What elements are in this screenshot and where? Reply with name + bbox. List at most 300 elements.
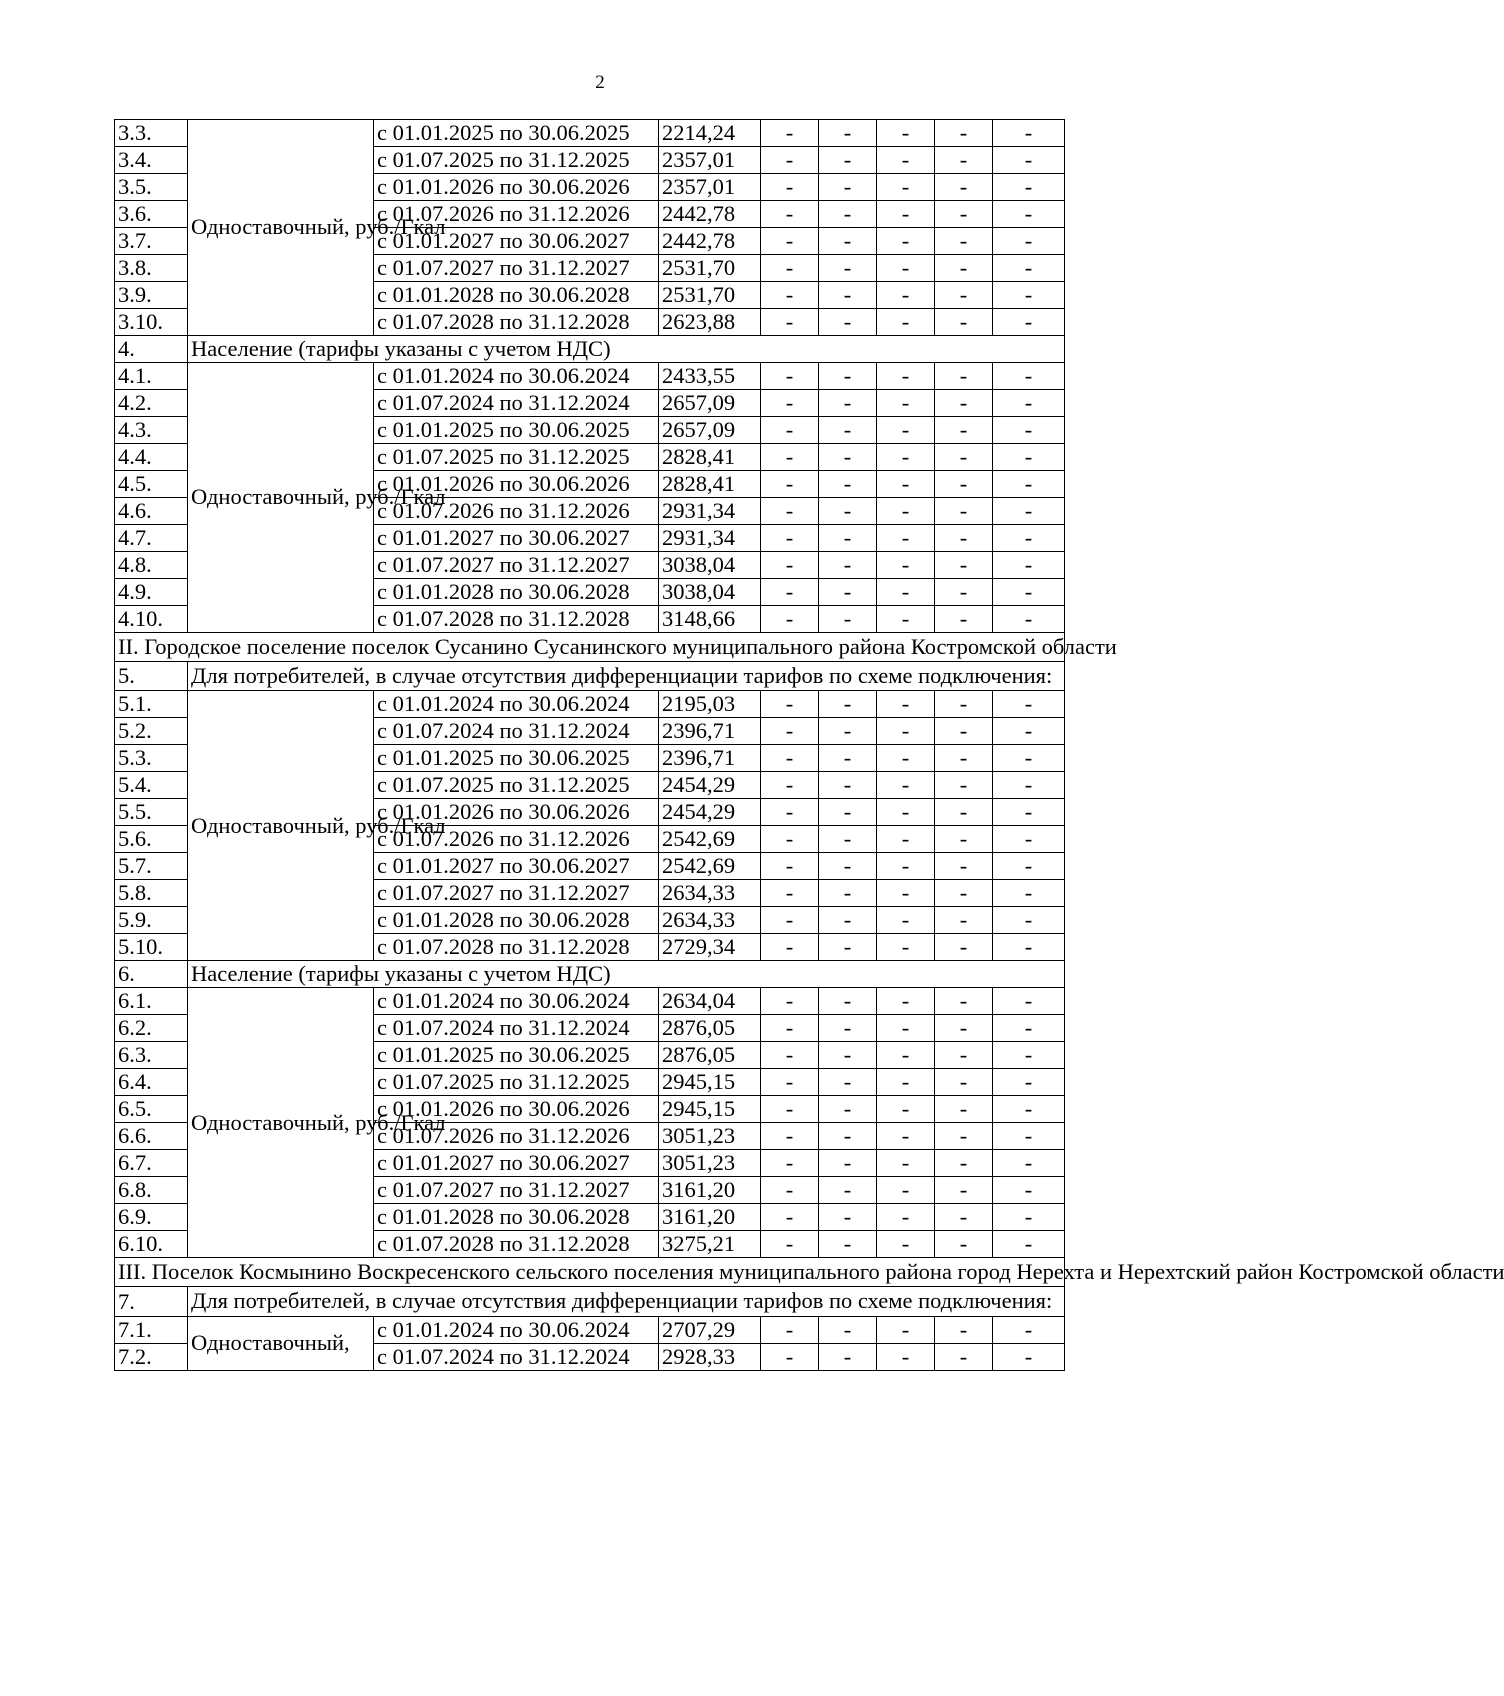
empty-value-dash: - (761, 579, 819, 606)
empty-value-dash: - (761, 880, 819, 907)
row-number: 3.7. (115, 228, 188, 255)
tariff-value: 3051,23 (659, 1150, 761, 1177)
period-cell: с 01.07.2028 по 31.12.2028 (374, 606, 659, 633)
period-cell: с 01.01.2024 по 30.06.2024 (374, 1316, 659, 1343)
empty-value-dash: - (819, 934, 877, 961)
row-number: 6.6. (115, 1123, 188, 1150)
empty-value-dash: - (761, 691, 819, 718)
empty-value-dash: - (935, 988, 993, 1015)
empty-value-dash: - (877, 1096, 935, 1123)
empty-value-dash: - (993, 228, 1065, 255)
row-number: 3.9. (115, 282, 188, 309)
empty-value-dash: - (761, 1123, 819, 1150)
empty-value-dash: - (877, 691, 935, 718)
tariff-value: 2928,33 (659, 1343, 761, 1370)
row-number: 3.4. (115, 147, 188, 174)
empty-value-dash: - (761, 174, 819, 201)
group-row (115, 336, 1065, 363)
empty-value-dash: - (761, 1316, 819, 1343)
empty-value-dash: - (877, 1069, 935, 1096)
row-number: 5.10. (115, 934, 188, 961)
empty-value-dash: - (935, 772, 993, 799)
empty-value-dash: - (761, 745, 819, 772)
empty-value-dash: - (935, 691, 993, 718)
empty-value-dash: - (993, 934, 1065, 961)
empty-value-dash: - (761, 228, 819, 255)
tariff-value: 2357,01 (659, 147, 761, 174)
empty-value-dash: - (935, 390, 993, 417)
empty-value-dash: - (993, 1123, 1065, 1150)
empty-value-dash: - (877, 718, 935, 745)
empty-value-dash: - (819, 228, 877, 255)
period-cell: с 01.07.2026 по 31.12.2026 (374, 826, 659, 853)
row-number: 6.10. (115, 1231, 188, 1258)
tariff-value: 2828,41 (659, 444, 761, 471)
empty-value-dash: - (877, 745, 935, 772)
empty-value-dash: - (935, 282, 993, 309)
empty-value-dash: - (877, 444, 935, 471)
period-cell: с 01.07.2027 по 31.12.2027 (374, 1177, 659, 1204)
empty-value-dash: - (993, 579, 1065, 606)
row-number: 4.8. (115, 552, 188, 579)
empty-value-dash: - (819, 309, 877, 336)
empty-value-dash: - (935, 552, 993, 579)
period-cell: с 01.01.2028 по 30.06.2028 (374, 579, 659, 606)
empty-value-dash: - (819, 1069, 877, 1096)
tariff-unit: Одноставочный, (188, 1316, 374, 1370)
empty-value-dash: - (993, 745, 1065, 772)
empty-value-dash: - (819, 907, 877, 934)
row-number: 6.2. (115, 1015, 188, 1042)
empty-value-dash: - (761, 1042, 819, 1069)
empty-value-dash: - (993, 1316, 1065, 1343)
period-cell: с 01.07.2025 по 31.12.2025 (374, 147, 659, 174)
empty-value-dash: - (761, 282, 819, 309)
period-cell: с 01.01.2024 по 30.06.2024 (374, 691, 659, 718)
empty-value-dash: - (761, 201, 819, 228)
empty-value-dash: - (819, 147, 877, 174)
empty-value-dash: - (761, 147, 819, 174)
empty-value-dash: - (877, 853, 935, 880)
tariff-value: 2657,09 (659, 390, 761, 417)
empty-value-dash: - (761, 363, 819, 390)
empty-value-dash: - (935, 853, 993, 880)
empty-value-dash: - (819, 120, 877, 147)
empty-value-dash: - (877, 282, 935, 309)
empty-value-dash: - (993, 1177, 1065, 1204)
empty-value-dash: - (935, 1096, 993, 1123)
empty-value-dash: - (819, 1204, 877, 1231)
section-row (115, 633, 1065, 662)
group-title: Для потребителей, в случае отсутствия дифференциации тарифов по схеме подключения: (188, 1287, 1065, 1316)
row-number: 3.5. (115, 174, 188, 201)
group-title: Для потребителей, в случае отсутствия дифференциации тарифов по схеме подключения: (188, 662, 1065, 691)
empty-value-dash: - (819, 1096, 877, 1123)
period-cell: с 01.07.2025 по 31.12.2025 (374, 772, 659, 799)
period-cell: с 01.01.2024 по 30.06.2024 (374, 363, 659, 390)
tariff-value: 2396,71 (659, 745, 761, 772)
tariff-value: 2876,05 (659, 1042, 761, 1069)
row-number: 4.4. (115, 444, 188, 471)
empty-value-dash: - (993, 147, 1065, 174)
empty-value-dash: - (993, 1204, 1065, 1231)
empty-value-dash: - (819, 880, 877, 907)
empty-value-dash: - (993, 444, 1065, 471)
table-row (115, 988, 1065, 1015)
empty-value-dash: - (877, 988, 935, 1015)
empty-value-dash: - (819, 363, 877, 390)
empty-value-dash: - (993, 498, 1065, 525)
tariff-value: 3275,21 (659, 1231, 761, 1258)
tariff-value: 2195,03 (659, 691, 761, 718)
row-number: 5.3. (115, 745, 188, 772)
empty-value-dash: - (935, 579, 993, 606)
empty-value-dash: - (935, 255, 993, 282)
tariff-value: 2357,01 (659, 174, 761, 201)
empty-value-dash: - (761, 934, 819, 961)
empty-value-dash: - (935, 907, 993, 934)
row-number: 5.1. (115, 691, 188, 718)
empty-value-dash: - (761, 1150, 819, 1177)
period-cell: с 01.01.2028 по 30.06.2028 (374, 1204, 659, 1231)
row-number: 5.9. (115, 907, 188, 934)
empty-value-dash: - (819, 1343, 877, 1370)
row-number: 3.3. (115, 120, 188, 147)
period-cell: с 01.07.2025 по 31.12.2025 (374, 1069, 659, 1096)
empty-value-dash: - (819, 691, 877, 718)
row-number: 4.5. (115, 471, 188, 498)
period-cell: с 01.07.2024 по 31.12.2024 (374, 718, 659, 745)
row-number: 6.7. (115, 1150, 188, 1177)
period-cell: с 01.07.2027 по 31.12.2027 (374, 552, 659, 579)
empty-value-dash: - (993, 417, 1065, 444)
empty-value-dash: - (761, 799, 819, 826)
empty-value-dash: - (761, 120, 819, 147)
empty-value-dash: - (993, 606, 1065, 633)
empty-value-dash: - (819, 1316, 877, 1343)
empty-value-dash: - (993, 880, 1065, 907)
tariff-value: 2634,33 (659, 880, 761, 907)
section-row (115, 1258, 1065, 1287)
period-cell: с 01.07.2024 по 31.12.2024 (374, 1343, 659, 1370)
empty-value-dash: - (935, 444, 993, 471)
tariff-unit: Одноставочный, руб./Гкал (188, 691, 374, 961)
period-cell: с 01.07.2027 по 31.12.2027 (374, 255, 659, 282)
group-number: 4. (115, 336, 188, 363)
empty-value-dash: - (761, 1096, 819, 1123)
empty-value-dash: - (935, 174, 993, 201)
row-number: 4.1. (115, 363, 188, 390)
empty-value-dash: - (935, 417, 993, 444)
empty-value-dash: - (819, 799, 877, 826)
empty-value-dash: - (877, 1042, 935, 1069)
period-cell: с 01.01.2026 по 30.06.2026 (374, 1096, 659, 1123)
empty-value-dash: - (935, 1015, 993, 1042)
period-cell: с 01.07.2028 по 31.12.2028 (374, 1231, 659, 1258)
empty-value-dash: - (877, 498, 935, 525)
empty-value-dash: - (761, 390, 819, 417)
empty-value-dash: - (819, 579, 877, 606)
empty-value-dash: - (935, 1069, 993, 1096)
empty-value-dash: - (935, 1204, 993, 1231)
tariff-value: 2396,71 (659, 718, 761, 745)
tariff-value: 2729,34 (659, 934, 761, 961)
empty-value-dash: - (819, 525, 877, 552)
row-number: 4.2. (115, 390, 188, 417)
empty-value-dash: - (761, 772, 819, 799)
empty-value-dash: - (761, 907, 819, 934)
empty-value-dash: - (819, 1015, 877, 1042)
period-cell: с 01.01.2025 по 30.06.2025 (374, 120, 659, 147)
empty-value-dash: - (819, 1123, 877, 1150)
row-number: 6.8. (115, 1177, 188, 1204)
empty-value-dash: - (877, 120, 935, 147)
tariff-table (114, 119, 1504, 1371)
tariff-value: 2876,05 (659, 1015, 761, 1042)
tariff-value: 2828,41 (659, 471, 761, 498)
empty-value-dash: - (935, 498, 993, 525)
row-number: 7.2. (115, 1343, 188, 1370)
empty-value-dash: - (935, 228, 993, 255)
row-number: 6.3. (115, 1042, 188, 1069)
row-number: 3.8. (115, 255, 188, 282)
empty-value-dash: - (935, 1231, 993, 1258)
group-title: Население (тарифы указаны с учетом НДС) (188, 961, 1065, 988)
empty-value-dash: - (819, 745, 877, 772)
empty-value-dash: - (819, 1177, 877, 1204)
tariff-unit: Одноставочный, руб./Гкал (188, 988, 374, 1258)
empty-value-dash: - (877, 471, 935, 498)
period-cell: с 01.07.2027 по 31.12.2027 (374, 880, 659, 907)
empty-value-dash: - (819, 988, 877, 1015)
empty-value-dash: - (761, 853, 819, 880)
empty-value-dash: - (819, 772, 877, 799)
empty-value-dash: - (761, 471, 819, 498)
tariff-value: 2945,15 (659, 1096, 761, 1123)
period-cell: с 01.01.2028 по 30.06.2028 (374, 907, 659, 934)
empty-value-dash: - (935, 120, 993, 147)
table-row (115, 691, 1065, 718)
empty-value-dash: - (877, 606, 935, 633)
group-row (115, 1287, 1065, 1316)
period-cell: с 01.07.2026 по 31.12.2026 (374, 498, 659, 525)
row-number: 5.5. (115, 799, 188, 826)
row-number: 4.7. (115, 525, 188, 552)
empty-value-dash: - (819, 417, 877, 444)
empty-value-dash: - (993, 390, 1065, 417)
tariff-unit: Одноставочный, руб./Гкал (188, 363, 374, 633)
empty-value-dash: - (761, 444, 819, 471)
tariff-value: 2707,29 (659, 1316, 761, 1343)
empty-value-dash: - (761, 525, 819, 552)
period-cell: с 01.01.2024 по 30.06.2024 (374, 988, 659, 1015)
empty-value-dash: - (761, 417, 819, 444)
empty-value-dash: - (935, 880, 993, 907)
empty-value-dash: - (761, 1204, 819, 1231)
empty-value-dash: - (819, 826, 877, 853)
period-cell: с 01.01.2025 по 30.06.2025 (374, 417, 659, 444)
section-title: III. Поселок Космынино Воскресенского сельского поселения муниципального района город Нерехта и Нерехтский район Костромской области (115, 1258, 1065, 1287)
empty-value-dash: - (993, 1343, 1065, 1370)
empty-value-dash: - (935, 525, 993, 552)
empty-value-dash: - (877, 417, 935, 444)
row-number: 4.10. (115, 606, 188, 633)
tariff-value: 2623,88 (659, 309, 761, 336)
empty-value-dash: - (877, 1343, 935, 1370)
empty-value-dash: - (993, 255, 1065, 282)
empty-value-dash: - (877, 174, 935, 201)
empty-value-dash: - (935, 718, 993, 745)
row-number: 3.6. (115, 201, 188, 228)
tariff-value: 2442,78 (659, 228, 761, 255)
empty-value-dash: - (993, 1069, 1065, 1096)
row-number: 4.6. (115, 498, 188, 525)
group-row (115, 662, 1065, 691)
period-cell: с 01.07.2026 по 31.12.2026 (374, 1123, 659, 1150)
row-number: 5.8. (115, 880, 188, 907)
empty-value-dash: - (761, 309, 819, 336)
tariff-value: 2542,69 (659, 853, 761, 880)
tariff-value: 2454,29 (659, 799, 761, 826)
empty-value-dash: - (819, 390, 877, 417)
empty-value-dash: - (877, 147, 935, 174)
empty-value-dash: - (993, 1096, 1065, 1123)
empty-value-dash: - (761, 255, 819, 282)
empty-value-dash: - (935, 1316, 993, 1343)
period-cell: с 01.01.2027 по 30.06.2027 (374, 1150, 659, 1177)
tariff-value: 2931,34 (659, 498, 761, 525)
period-cell: с 01.01.2027 по 30.06.2027 (374, 853, 659, 880)
empty-value-dash: - (993, 120, 1065, 147)
empty-value-dash: - (819, 1150, 877, 1177)
tariff-value: 2531,70 (659, 255, 761, 282)
empty-value-dash: - (877, 1316, 935, 1343)
empty-value-dash: - (877, 228, 935, 255)
empty-value-dash: - (877, 826, 935, 853)
empty-value-dash: - (761, 552, 819, 579)
empty-value-dash: - (935, 471, 993, 498)
empty-value-dash: - (993, 988, 1065, 1015)
empty-value-dash: - (993, 471, 1065, 498)
row-number: 6.5. (115, 1096, 188, 1123)
period-cell: с 01.01.2025 по 30.06.2025 (374, 745, 659, 772)
empty-value-dash: - (877, 552, 935, 579)
empty-value-dash: - (935, 1177, 993, 1204)
empty-value-dash: - (993, 772, 1065, 799)
empty-value-dash: - (877, 772, 935, 799)
empty-value-dash: - (993, 691, 1065, 718)
empty-value-dash: - (819, 606, 877, 633)
period-cell: с 01.07.2028 по 31.12.2028 (374, 309, 659, 336)
empty-value-dash: - (935, 745, 993, 772)
tariff-value: 3038,04 (659, 552, 761, 579)
row-number: 5.6. (115, 826, 188, 853)
group-number: 7. (115, 1287, 188, 1316)
empty-value-dash: - (935, 1123, 993, 1150)
empty-value-dash: - (877, 1204, 935, 1231)
empty-value-dash: - (993, 1015, 1065, 1042)
row-number: 4.9. (115, 579, 188, 606)
empty-value-dash: - (993, 282, 1065, 309)
empty-value-dash: - (819, 471, 877, 498)
empty-value-dash: - (819, 444, 877, 471)
empty-value-dash: - (877, 579, 935, 606)
tariff-value: 2542,69 (659, 826, 761, 853)
tariff-value: 2442,78 (659, 201, 761, 228)
empty-value-dash: - (935, 934, 993, 961)
empty-value-dash: - (761, 1177, 819, 1204)
empty-value-dash: - (819, 255, 877, 282)
empty-value-dash: - (993, 907, 1065, 934)
empty-value-dash: - (877, 1231, 935, 1258)
empty-value-dash: - (935, 1343, 993, 1370)
tariff-value: 3051,23 (659, 1123, 761, 1150)
empty-value-dash: - (993, 363, 1065, 390)
empty-value-dash: - (819, 201, 877, 228)
empty-value-dash: - (761, 1015, 819, 1042)
empty-value-dash: - (877, 799, 935, 826)
row-number: 6.1. (115, 988, 188, 1015)
period-cell: с 01.07.2025 по 31.12.2025 (374, 444, 659, 471)
empty-value-dash: - (993, 826, 1065, 853)
row-number: 3.10. (115, 309, 188, 336)
empty-value-dash: - (877, 255, 935, 282)
table-row (115, 363, 1065, 390)
empty-value-dash: - (819, 1231, 877, 1258)
period-cell: с 01.07.2026 по 31.12.2026 (374, 201, 659, 228)
empty-value-dash: - (819, 552, 877, 579)
tariff-value: 3148,66 (659, 606, 761, 633)
empty-value-dash: - (761, 498, 819, 525)
period-cell: с 01.07.2024 по 31.12.2024 (374, 1015, 659, 1042)
row-number: 5.7. (115, 853, 188, 880)
tariff-value: 3038,04 (659, 579, 761, 606)
empty-value-dash: - (877, 1150, 935, 1177)
group-number: 6. (115, 961, 188, 988)
empty-value-dash: - (935, 309, 993, 336)
table-row (115, 120, 1065, 147)
empty-value-dash: - (761, 988, 819, 1015)
empty-value-dash: - (761, 718, 819, 745)
period-cell: с 01.01.2026 по 30.06.2026 (374, 174, 659, 201)
empty-value-dash: - (935, 606, 993, 633)
row-number: 6.9. (115, 1204, 188, 1231)
empty-value-dash: - (761, 1231, 819, 1258)
period-cell: с 01.01.2026 по 30.06.2026 (374, 799, 659, 826)
empty-value-dash: - (993, 853, 1065, 880)
tariff-value: 2454,29 (659, 772, 761, 799)
empty-value-dash: - (819, 1042, 877, 1069)
empty-value-dash: - (877, 201, 935, 228)
empty-value-dash: - (993, 799, 1065, 826)
empty-value-dash: - (877, 525, 935, 552)
empty-value-dash: - (819, 718, 877, 745)
empty-value-dash: - (935, 147, 993, 174)
tariff-value: 3161,20 (659, 1204, 761, 1231)
page-number: 2 (595, 72, 605, 93)
period-cell: с 01.01.2027 по 30.06.2027 (374, 228, 659, 255)
row-number: 5.4. (115, 772, 188, 799)
empty-value-dash: - (993, 174, 1065, 201)
table-row (115, 1316, 1065, 1343)
row-number: 5.2. (115, 718, 188, 745)
section-title: II. Городское поселение поселок Сусанино Сусанинского муниципального района Костромской области (115, 633, 1065, 662)
empty-value-dash: - (935, 799, 993, 826)
tariff-value: 2433,55 (659, 363, 761, 390)
empty-value-dash: - (819, 498, 877, 525)
empty-value-dash: - (819, 853, 877, 880)
empty-value-dash: - (993, 1231, 1065, 1258)
